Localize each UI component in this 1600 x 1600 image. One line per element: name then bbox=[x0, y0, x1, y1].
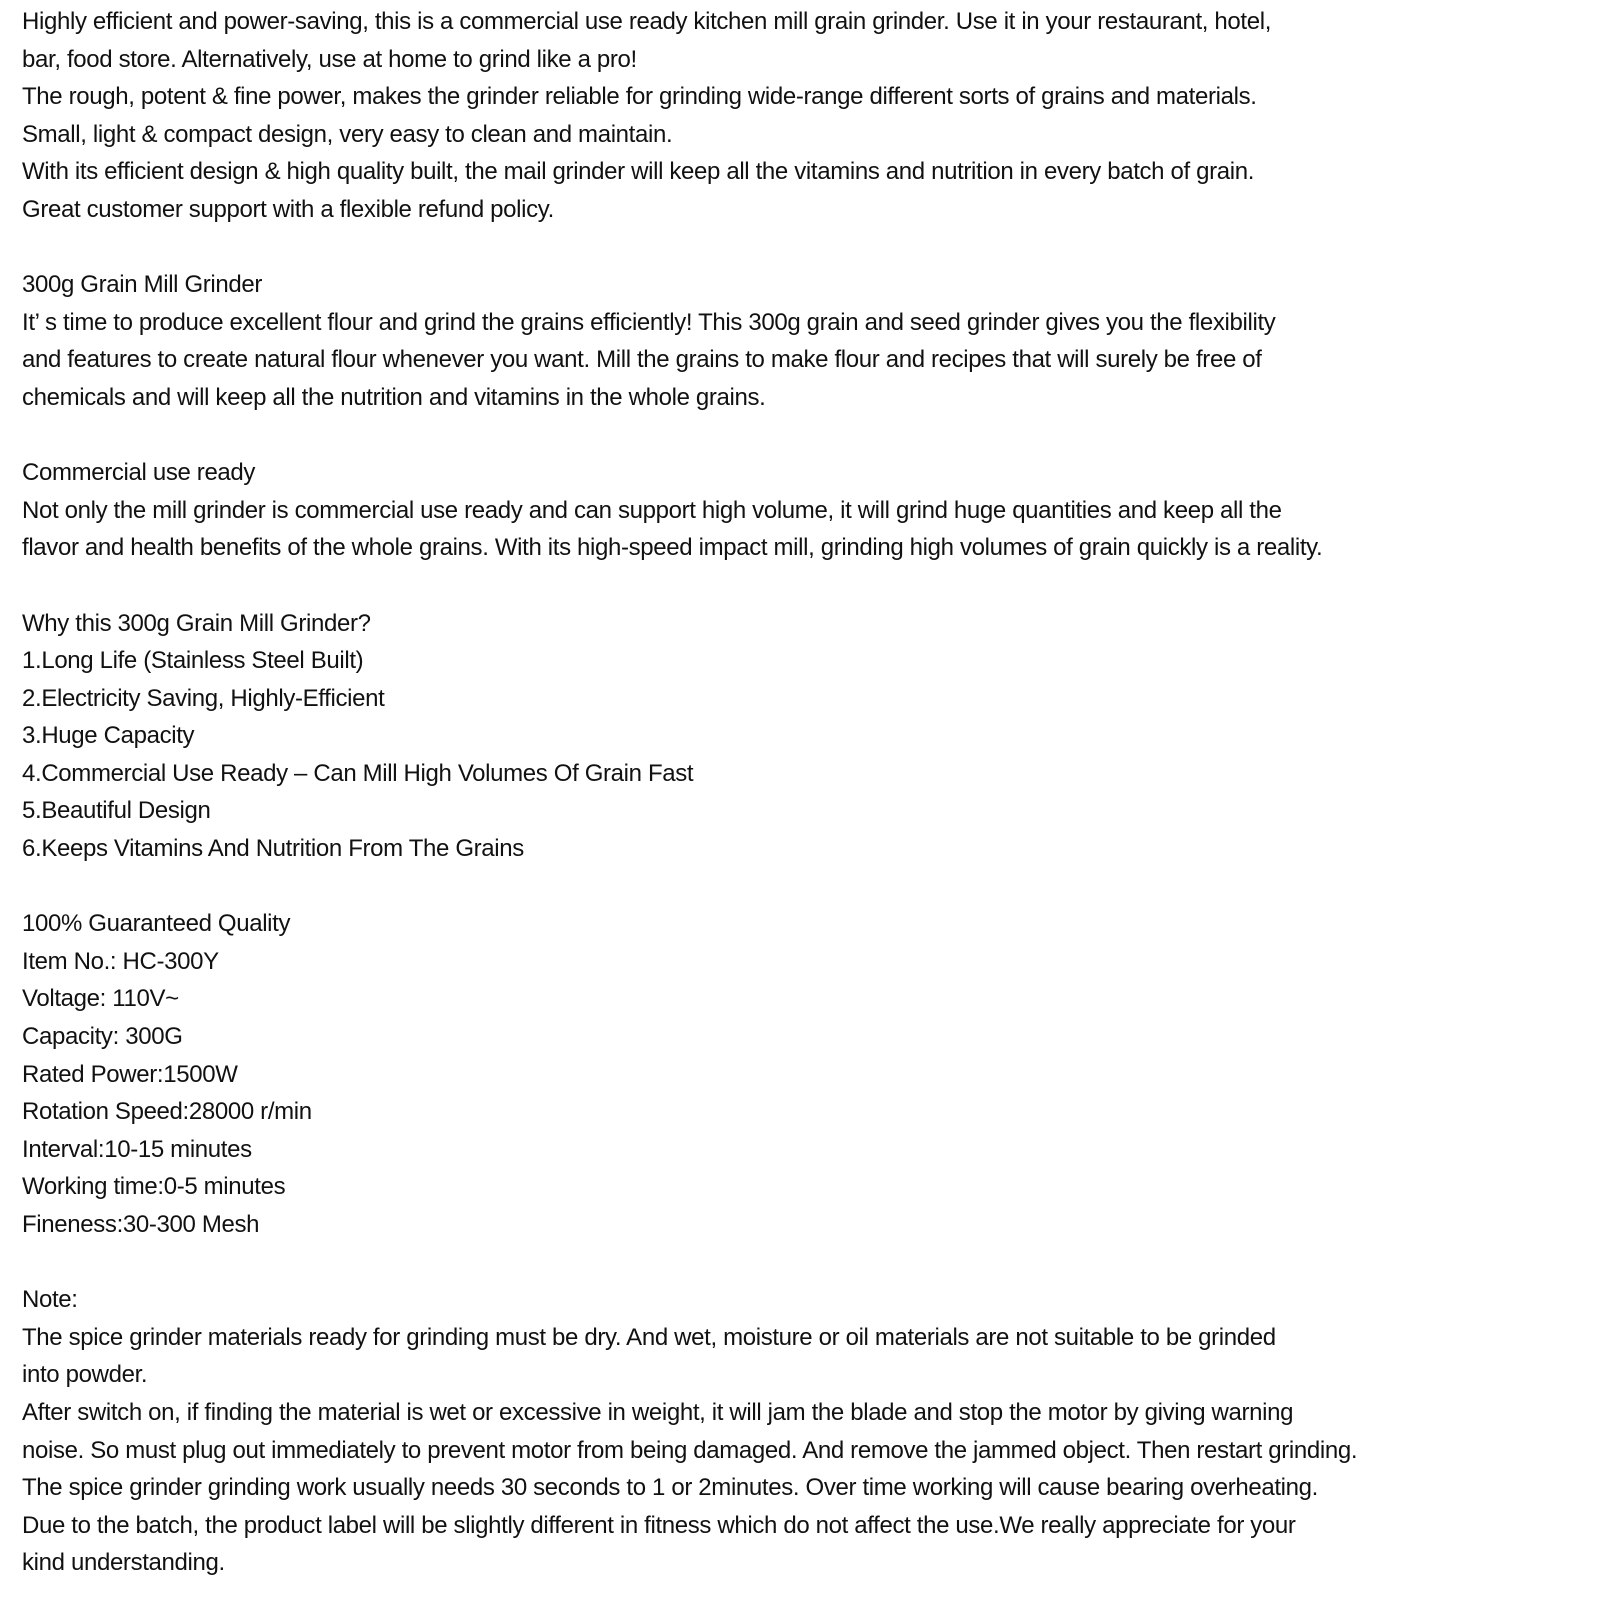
grinder-section bbox=[22, 266, 1582, 416]
note-line: into powder. bbox=[22, 1361, 148, 1389]
feature-list-item: 4.Commercial Use Ready – Can Mill High Volumes Of Grain Fast bbox=[22, 759, 694, 787]
feature-list-item: 1.Long Life (Stainless Steel Built) bbox=[22, 647, 364, 675]
feature-list-item: 6.Keeps Vitamins And Nutrition From The Grains bbox=[22, 835, 524, 863]
intro-line: Great customer support with a flexible refund policy. bbox=[22, 195, 554, 223]
paragraph-gap bbox=[22, 567, 1582, 605]
paragraph-line: It’ s time to produce excellent flour and grind the grains efficiently! This 300g grain and seed grinder gives you the flexibility bbox=[22, 308, 1276, 336]
spec-item: Voltage: 110V~ bbox=[22, 985, 179, 1013]
spec-item: Working time:0-5 minutes bbox=[22, 1173, 286, 1201]
spec-item: Rotation Speed:28000 r/min bbox=[22, 1098, 312, 1126]
section-heading: Note: bbox=[22, 1286, 78, 1314]
paragraph-line: flavor and health benefits of the whole grains. With its high-speed impact mill, grinding high volumes of grain quickly is a reality. bbox=[22, 534, 1323, 562]
paragraph-gap bbox=[22, 868, 1582, 906]
feature-list-item: 3.Huge Capacity bbox=[22, 722, 195, 750]
spec-item: Rated Power:1500W bbox=[22, 1060, 238, 1088]
intro-line: The rough, potent & fine power, makes the grinder reliable for grinding wide-range different sorts of grains and materials. bbox=[22, 83, 1257, 111]
intro-section bbox=[22, 3, 1582, 229]
note-line: After switch on, if finding the material is wet or excessive in weight, it will jam the blade and stop the motor by giving warning bbox=[22, 1398, 1294, 1426]
paragraph-line: and features to create natural flour whenever you want. Mill the grains to make flour and recipes that will surely be free of bbox=[22, 346, 1262, 374]
intro-line: bar, food store. Alternatively, use at home to grind like a pro! bbox=[22, 45, 637, 73]
product-description bbox=[22, 3, 1582, 1582]
paragraph-gap bbox=[22, 1244, 1582, 1282]
paragraph-line: Not only the mill grinder is commercial use ready and can support high volume, it will grind huge quantities and keep all the bbox=[22, 496, 1282, 524]
paragraph-gap bbox=[22, 229, 1582, 267]
section-heading: Commercial use ready bbox=[22, 459, 256, 487]
section-heading: 300g Grain Mill Grinder bbox=[22, 271, 263, 299]
intro-line: With its efficient design & high quality built, the mail grinder will keep all the vitamins and nutrition in every batch of grain. bbox=[22, 158, 1255, 186]
paragraph-gap bbox=[22, 417, 1582, 455]
note-line: Due to the batch, the product label will be slightly different in fitness which do not affect the use.We really appreciate for your bbox=[22, 1511, 1296, 1539]
feature-list-item: 5.Beautiful Design bbox=[22, 797, 211, 825]
note-section bbox=[22, 1281, 1582, 1582]
intro-line: Small, light & compact design, very easy to clean and maintain. bbox=[22, 120, 673, 148]
spec-item: Interval:10-15 minutes bbox=[22, 1135, 252, 1163]
section-heading: Why this 300g Grain Mill Grinder? bbox=[22, 609, 371, 637]
spec-item: Item No.: HC-300Y bbox=[22, 947, 219, 975]
intro-line: Highly efficient and power-saving, this is a commercial use ready kitchen mill grain grinder. Use it in your restaurant, hotel, bbox=[22, 8, 1272, 35]
note-line: The spice grinder grinding work usually needs 30 seconds to 1 or 2minutes. Over time working will cause bearing overheating. bbox=[22, 1474, 1318, 1502]
feature-list-item: 2.Electricity Saving, Highly-Efficient bbox=[22, 684, 385, 712]
specs-section bbox=[22, 905, 1582, 1243]
note-line: The spice grinder materials ready for grinding must be dry. And wet, moisture or oil materials are not suitable to be grinded bbox=[22, 1323, 1276, 1351]
note-line: kind understanding. bbox=[22, 1549, 225, 1577]
section-heading: 100% Guaranteed Quality bbox=[22, 910, 291, 938]
spec-item: Capacity: 300G bbox=[22, 1023, 183, 1051]
commercial-section bbox=[22, 454, 1582, 567]
note-line: noise. So must plug out immediately to prevent motor from being damaged. And remove the jammed object. Then restart grinding. bbox=[22, 1436, 1358, 1464]
why-section bbox=[22, 605, 1582, 868]
paragraph-line: chemicals and will keep all the nutrition and vitamins in the whole grains. bbox=[22, 383, 766, 411]
spec-item: Fineness:30-300 Mesh bbox=[22, 1211, 260, 1238]
